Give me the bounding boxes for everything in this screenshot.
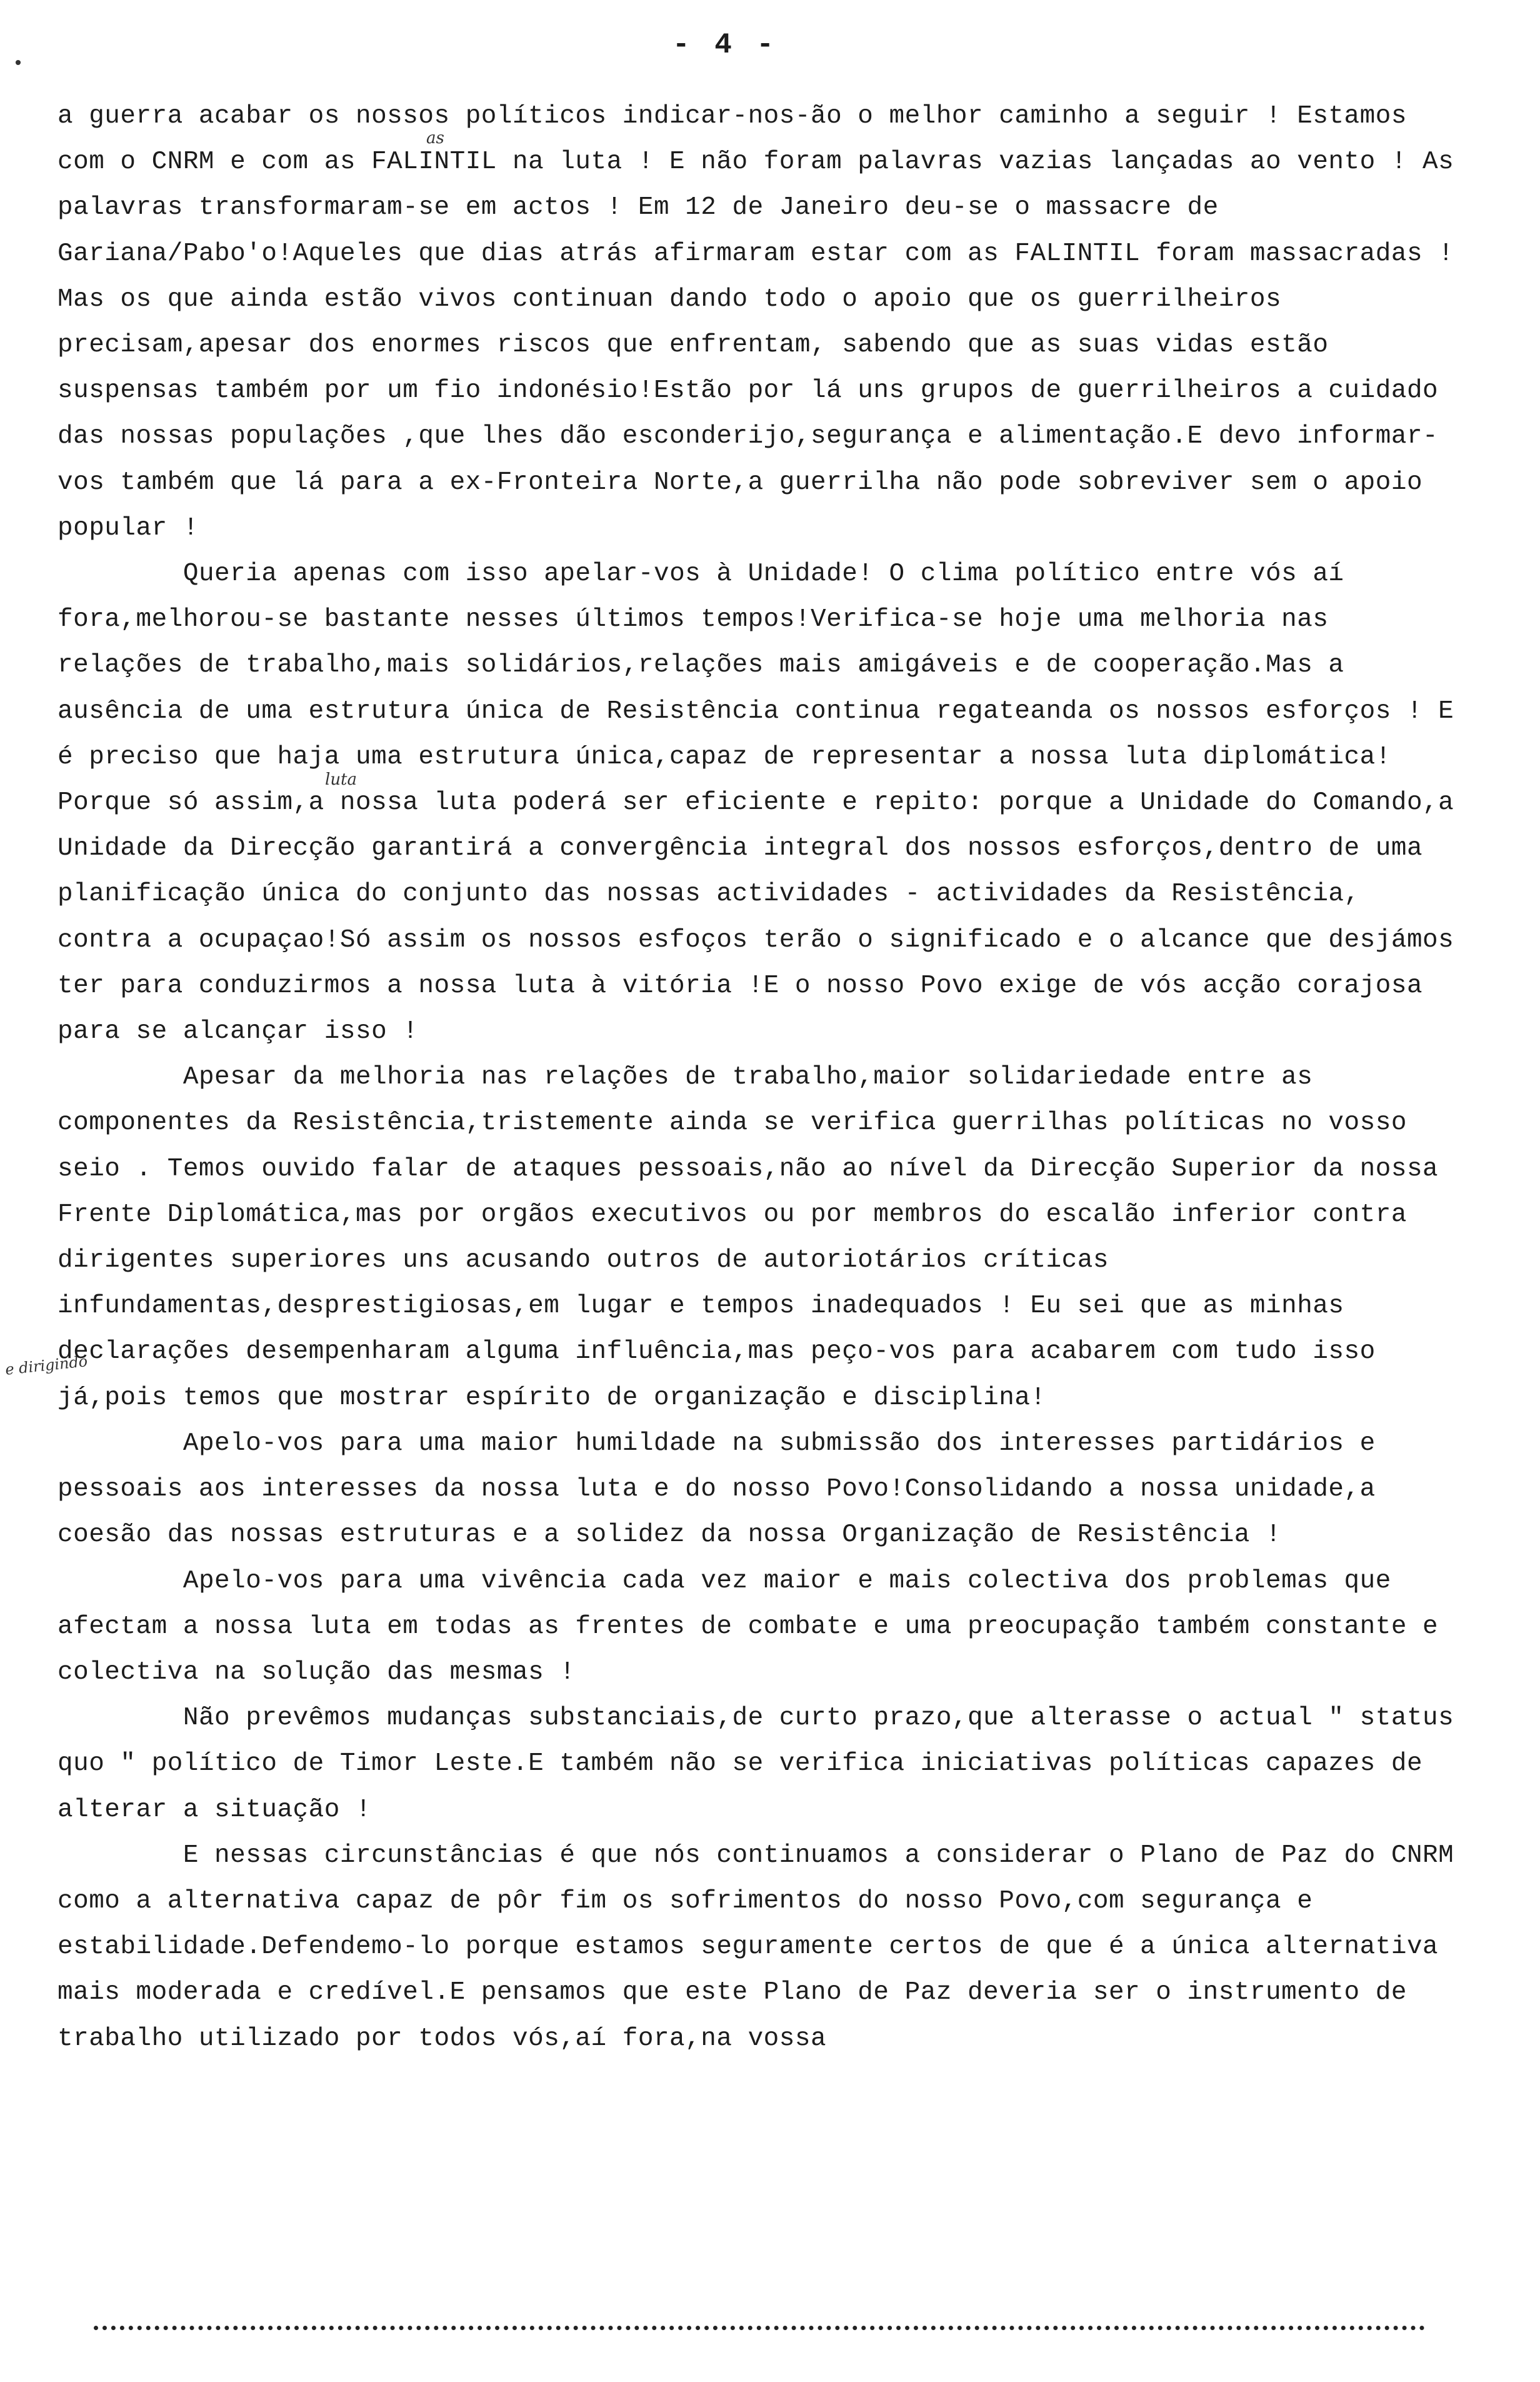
paragraph-6: Não prevêmos mudanças substanciais,de curto prazo,que alterasse o actual " status quo " político de Timor Leste.E também não se verifica iniciativas políticas capazes de alterar a situação !	[58, 1704, 1470, 1824]
handwritten-insert-luta: luta	[325, 770, 358, 789]
dotted-footer-rule	[94, 2326, 1425, 2330]
paragraph-5: Apelo-vos para uma vivência cada vez maior e mais colectiva dos problemas que afectam a nossa luta em todas as frentes de combate e uma preocupação também constante e colectiva na solução das mesmas !	[58, 1566, 1454, 1687]
paragraph-1: a guerra acabar os nossos políticos indicar-nos-ão o melhor caminho a seguir ! Estamos com o CNRM e com as FALINTIL na luta ! E não foram palavras vazias lançadas ao vento ! As palavras transformaram-se em actos ! Em 12 de Janeiro deu-se o massacre de Gariana/Pabo'o!Aqueles que dias atrás afirmaram estar com as FALINTIL foram massacradas ! Mas os que ainda estão vivos continuan dando todo o apoio que os guerrilheiros precisam,apesar dos enormes riscos que enfrentam, sabendo que as suas vidas estão suspensas também por um fio indonésio!Estão por lá uns grupos de guerrilheiros a cuidado das nossas populações ,que lhes dão esconderijo,segurança e alimentação.E devo informar-vos também que lá para a ex-Fronteira Norte,a guerrilha não pode sobreviver sem o apoio popular !	[58, 102, 1470, 543]
corner-mark: •	[12, 54, 24, 75]
document-body	[58, 94, 1470, 2062]
paragraph-3: Apesar da melhoria nas relações de trabalho,maior solidariedade entre as componentes da Resistência,tristemente ainda se verifica guerrilhas políticas no vosso seio . Temos ouvido falar de ataques pessoais,não ao nível da Direcção Superior da nossa Frente Diplomática,mas por orgãos executivos ou por membros do escalão inferior contra dirigentes superiores uns acusando outros de autoriotários críticas infundamentas,desprestigiosas,em lugar e tempos inadequados ! Eu sei que as minhas declarações desempenharam alguma influência,mas peço-vos para acabarem com tudo isso já,pois temos que mostrar espírito de organização e disciplina!	[58, 1063, 1454, 1412]
handwritten-margin-note: e dirigindo	[4, 1352, 89, 1379]
paragraph-2: Queria apenas com isso apelar-vos à Unidade! O clima político entre vós aí fora,melhorou-se bastante nesses últimos tempos!Verifica-se hoje uma melhoria nas relações de trabalho,mais solidários,relações mais amigáveis e de cooperação.Mas a ausência de uma estrutura única de Resistência continua regateanda os nossos esforços ! E é preciso que haja uma estrutura única,capaz de representar a nossa luta diplomática! Porque só assim,a nossa luta poderá ser eficiente e repito: porque a Unidade do Comando,a Unidade da Direcção garantirá a convergência integral dos nossos esforços,dentro de uma planificação única do conjunto das nossas actividades - actividades da Resistência, contra a ocupaçao!Só assim os nossos esfoços terão o significado e o alcance que desjámos ter para conduzirmos a nossa luta à vitória !E o nosso Povo exige de vós acção corajosa para se alcançar isso !	[58, 560, 1470, 1047]
paragraph-7: E nessas circunstâncias é que nós continuamos a considerar o Plano de Paz do CNRM como a alternativa capaz de pôr fim os sofrimentos do nosso Povo,com segurança e estabilidade.Defendemo-lo porque estamos seguramente certos de que é a única alternativa mais moderada e credível.E pensamos que este Plano de Paz deveria ser o instrumento de trabalho utilizado por todos vós,aí fora,na vossa	[58, 1841, 1470, 2053]
page-number: - 4 -	[672, 29, 778, 61]
paragraph-4: Apelo-vos para uma maior humildade na submissão dos interesses partidários e pessoais aos interesses da nossa luta e do nosso Povo!Consolidando a nossa unidade,a coesão das nossas estruturas e a solidez da nossa Organização de Resistência !	[58, 1429, 1391, 1550]
handwritten-insert-as: as	[426, 129, 444, 148]
